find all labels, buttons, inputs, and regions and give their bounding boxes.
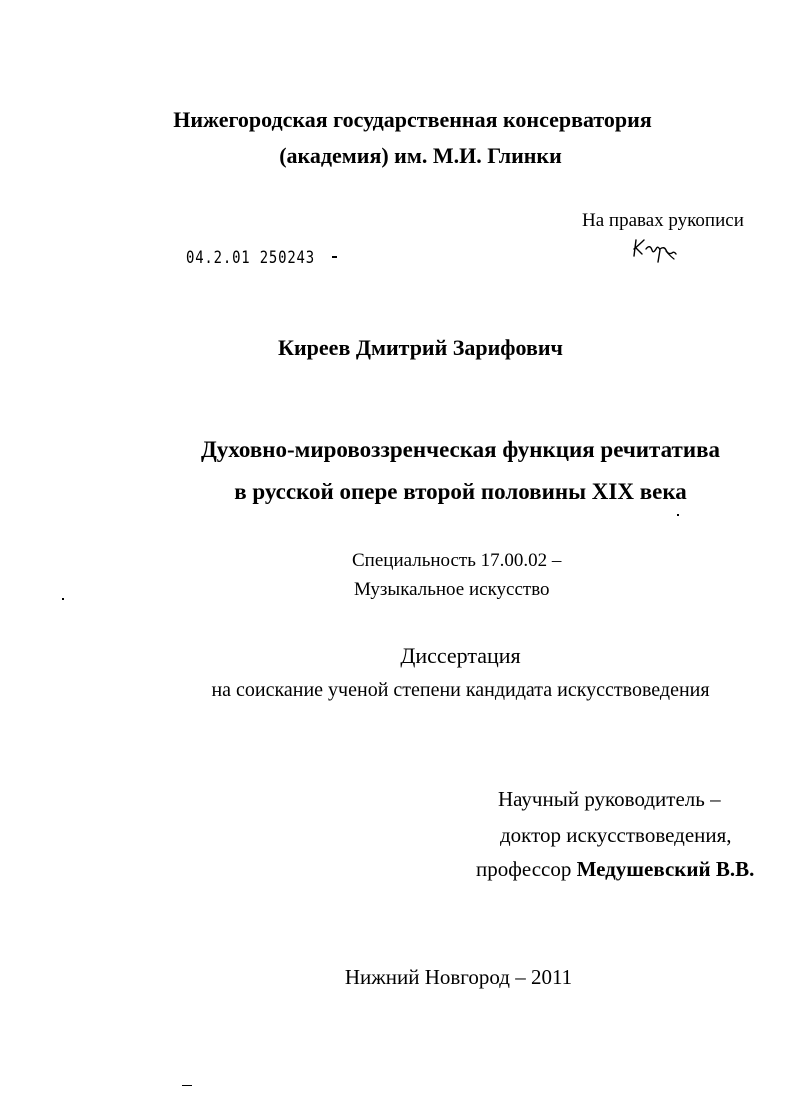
scan-speck	[62, 598, 64, 600]
specialty-name: Музыкальное искусство	[354, 579, 550, 600]
title-line-2: в русской опере второй половины XIX века	[234, 479, 687, 504]
institution-line-2: (академия) им. М.И. Глинки	[279, 143, 562, 168]
dissertation-label: Диссертация	[400, 643, 521, 668]
supervisor-role: Научный руководитель –	[498, 787, 721, 811]
registration-code: 04.2.01 250243	[186, 248, 315, 268]
scan-speck	[182, 1085, 192, 1086]
supervisor-title-prefix: профессор	[476, 857, 572, 881]
supervisor-degree: доктор искусствоведения,	[500, 823, 732, 847]
supervisor-name: Медушевский В.В.	[576, 857, 755, 881]
place-and-year: Нижний Новгород – 2011	[344, 965, 573, 989]
handwritten-signature	[630, 234, 680, 268]
author-name: Киреев Дмитрий Зарифович	[278, 335, 563, 360]
title-line-1: Духовно-мировоззренческая функция речитатива	[200, 437, 721, 462]
manuscript-rights-note: На правах рукописи	[582, 210, 744, 231]
dissertation-degree: на соискание ученой степени кандидата искусствоведения	[211, 679, 710, 701]
institution-line-1: Нижегородская государственная консерватория	[173, 107, 652, 132]
supervisor-line	[476, 859, 754, 880]
scan-speck	[677, 514, 679, 516]
code-dash-mark	[332, 256, 337, 258]
specialty-code: Специальность 17.00.02 –	[352, 550, 562, 571]
